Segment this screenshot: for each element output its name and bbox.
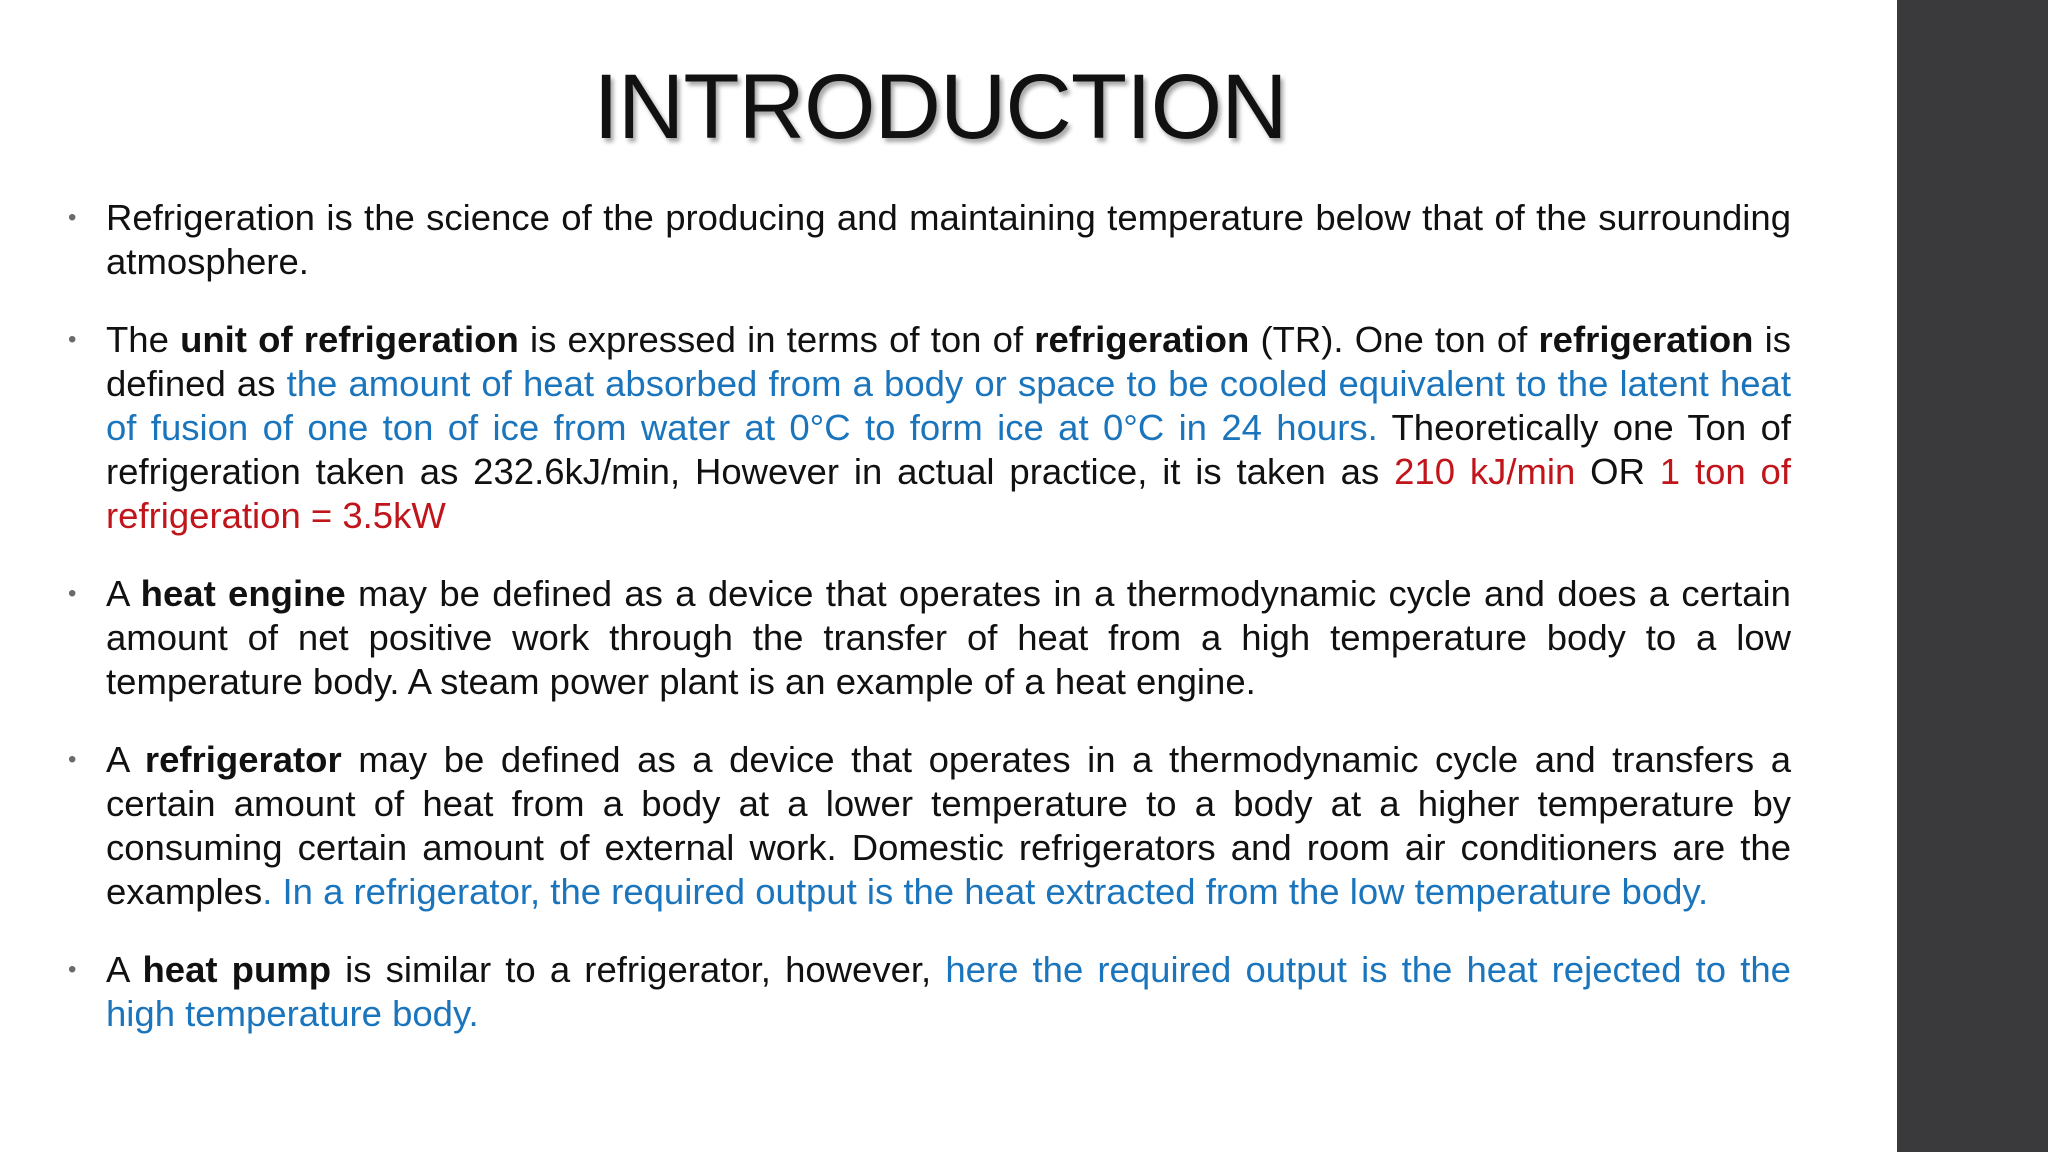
bullet-text: is similar to a refrigerator, however, — [331, 949, 946, 990]
slide-title: INTRODUCTION — [593, 56, 1287, 158]
bullet-dot-icon: • — [68, 746, 77, 773]
bullet-text: (TR). One ton of — [1249, 319, 1539, 360]
bold-term: refrigeration — [1034, 319, 1250, 360]
bold-term: refrigerator — [144, 739, 342, 780]
bullet-text: A — [106, 573, 141, 614]
bullet-heat-engine — [68, 572, 1791, 704]
side-bar-decoration — [1897, 0, 2048, 1152]
bullet-refrigerator — [68, 738, 1791, 914]
highlight-blue-text: here the required output is the heat rejected to the high temperature body. — [106, 949, 1791, 1034]
bullet-text: Refrigeration is the science of the producing and maintaining temperature below that of the surrounding atmosphere. — [106, 197, 1791, 282]
bold-term: unit of refrigeration — [180, 319, 519, 360]
bold-term: refrigeration — [1538, 319, 1754, 360]
bold-term: heat engine — [140, 573, 346, 614]
bullet-refrigeration-definition — [68, 196, 1791, 284]
bullet-text: The — [106, 319, 181, 360]
highlight-blue-text: the amount of heat absorbed from a body or space to be cooled equivalent to the latent heat of fusion of one ton of ice from water at 0°C to form ice at 0°C in 24 hours. — [106, 363, 1791, 448]
bullet-text: is defined as — [106, 319, 1792, 404]
bullet-list — [68, 196, 1791, 1070]
bullet-dot-icon: • — [68, 204, 77, 231]
bullet-text: may be defined as a device that operates in a thermodynamic cycle and transfers a certain amount of heat from a body at a lower temperature to a body at a higher temperature by consuming certain amount of external work. Domestic refrigerators and room air conditioners are the examples — [106, 739, 1791, 912]
bullet-text: A — [106, 949, 143, 990]
bullet-text: is expressed in terms of ton of — [518, 319, 1035, 360]
bullet-text: OR — [1575, 451, 1660, 492]
bullet-heat-pump — [68, 948, 1791, 1036]
bullet-text: A — [106, 739, 145, 780]
bullet-text: Theoretically one Ton of refrigeration taken as 232.6kJ/min, However in actual practice, it is taken as — [106, 407, 1792, 492]
bullet-text: may be defined as a device that operates in a thermodynamic cycle and does a certain amount of net positive work through the transfer of heat from a high temperature body to a low temperature body. A steam power plant is an example of a heat engine. — [106, 573, 1791, 702]
bullet-dot-icon: • — [68, 580, 77, 607]
bullet-unit-of-refrigeration — [68, 318, 1791, 538]
bullet-dot-icon: • — [68, 326, 77, 353]
bullet-dot-icon: • — [68, 956, 77, 983]
bold-term: heat pump — [142, 949, 332, 990]
highlight-red-text: 1 ton of refrigeration = 3.5kW — [106, 451, 1791, 536]
highlight-blue-text: . In a refrigerator, the required output is the heat extracted from the low temperature body. — [262, 871, 1709, 912]
highlight-red-text: 210 kJ/min — [1394, 451, 1576, 492]
